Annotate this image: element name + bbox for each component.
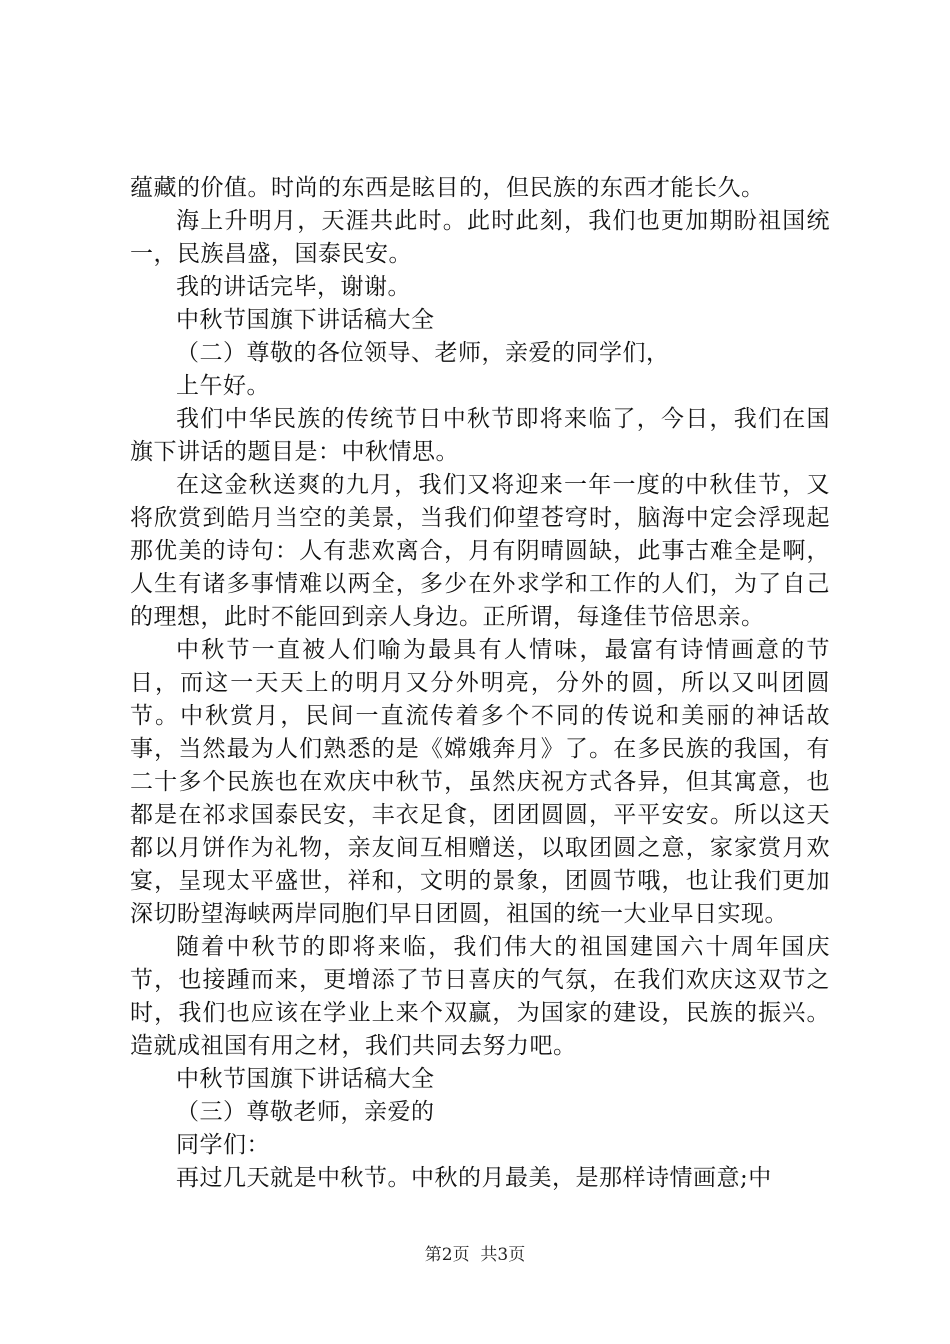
paragraph: 再过几天就是中秋节。中秋的月最美，是那样诗情画意;中 <box>176 1165 772 1191</box>
paragraph: 我们中华民族的传统节日中秋节即将来临了，今日，我们在国旗下讲话的题目是：中秋情思。 <box>130 406 830 465</box>
section-title: 中秋节国旗下讲话稿大全 <box>176 1066 435 1092</box>
greeting: 上午好。 <box>176 373 270 399</box>
document-body <box>130 172 830 1195</box>
salutation: （三）尊敬老师，亲爱的 <box>176 1099 435 1125</box>
paragraph: 在这金秋送爽的九月，我们又将迎来一年一度的中秋佳节，又将欣赏到皓月当空的美景，当我们仰望苍穹时，脑海中定会浮现起那优美的诗句：人有悲欢离合，月有阴晴圆缺，此事古难全是啊，人生有诸多事情难以两全，多少在外求学和工作的人们，为了自己的理想，此时不能回到亲人身边。正所谓，每逢佳节倍思亲。 <box>130 472 830 630</box>
salutation: 同学们： <box>176 1132 270 1158</box>
paragraph: 中秋节一直被人们喻为最具有人情味，最富有诗情画意的节日，而这一天天上的明月又分外明亮，分外的圆，所以又叫团圆节。中秋赏月，民间一直流传着多个不同的传说和美丽的神话故事，当然最为人们熟悉的是《嫦娥奔月》了。在多民族的我国，有二十多个民族也在欢庆中秋节，虽然庆祝方式各异，但其寓意，也都是在祁求国泰民安，丰衣足食，团团圆圆，平平安安。所以这天都以月饼作为礼物，亲友间互相赠送，以取团圆之意，家家赏月欢宴，呈现太平盛世，祥和，文明的景象，团圆节哦，也让我们更加深切盼望海峡两岸同胞们早日团圆，祖国的统一大业早日实现。 <box>130 637 830 927</box>
salutation: （二）尊敬的各位领导、老师，亲爱的同学们， <box>176 340 670 366</box>
paragraph: 蕴藏的价值。时尚的东西是眩目的，但民族的东西才能长久。 <box>130 175 765 201</box>
section-title: 中秋节国旗下讲话稿大全 <box>176 307 435 333</box>
paragraph: 海上升明月，天涯共此时。此时此刻，我们也更加期盼祖国统一，民族昌盛，国泰民安。 <box>130 208 830 267</box>
paragraph: 随着中秋节的即将来临，我们伟大的祖国建国六十周年国庆节，也接踵而来，更增添了节日喜庆的气氛，在我们欢庆这双节之时，我们也应该在学业上来个双赢，为国家的建设，民族的振兴。造就成祖国有用之材，我们共同去努力吧。 <box>130 934 830 1059</box>
page-footer: 第2页 共3页 <box>424 1245 526 1265</box>
paragraph: 我的讲话完毕，谢谢。 <box>176 274 411 300</box>
